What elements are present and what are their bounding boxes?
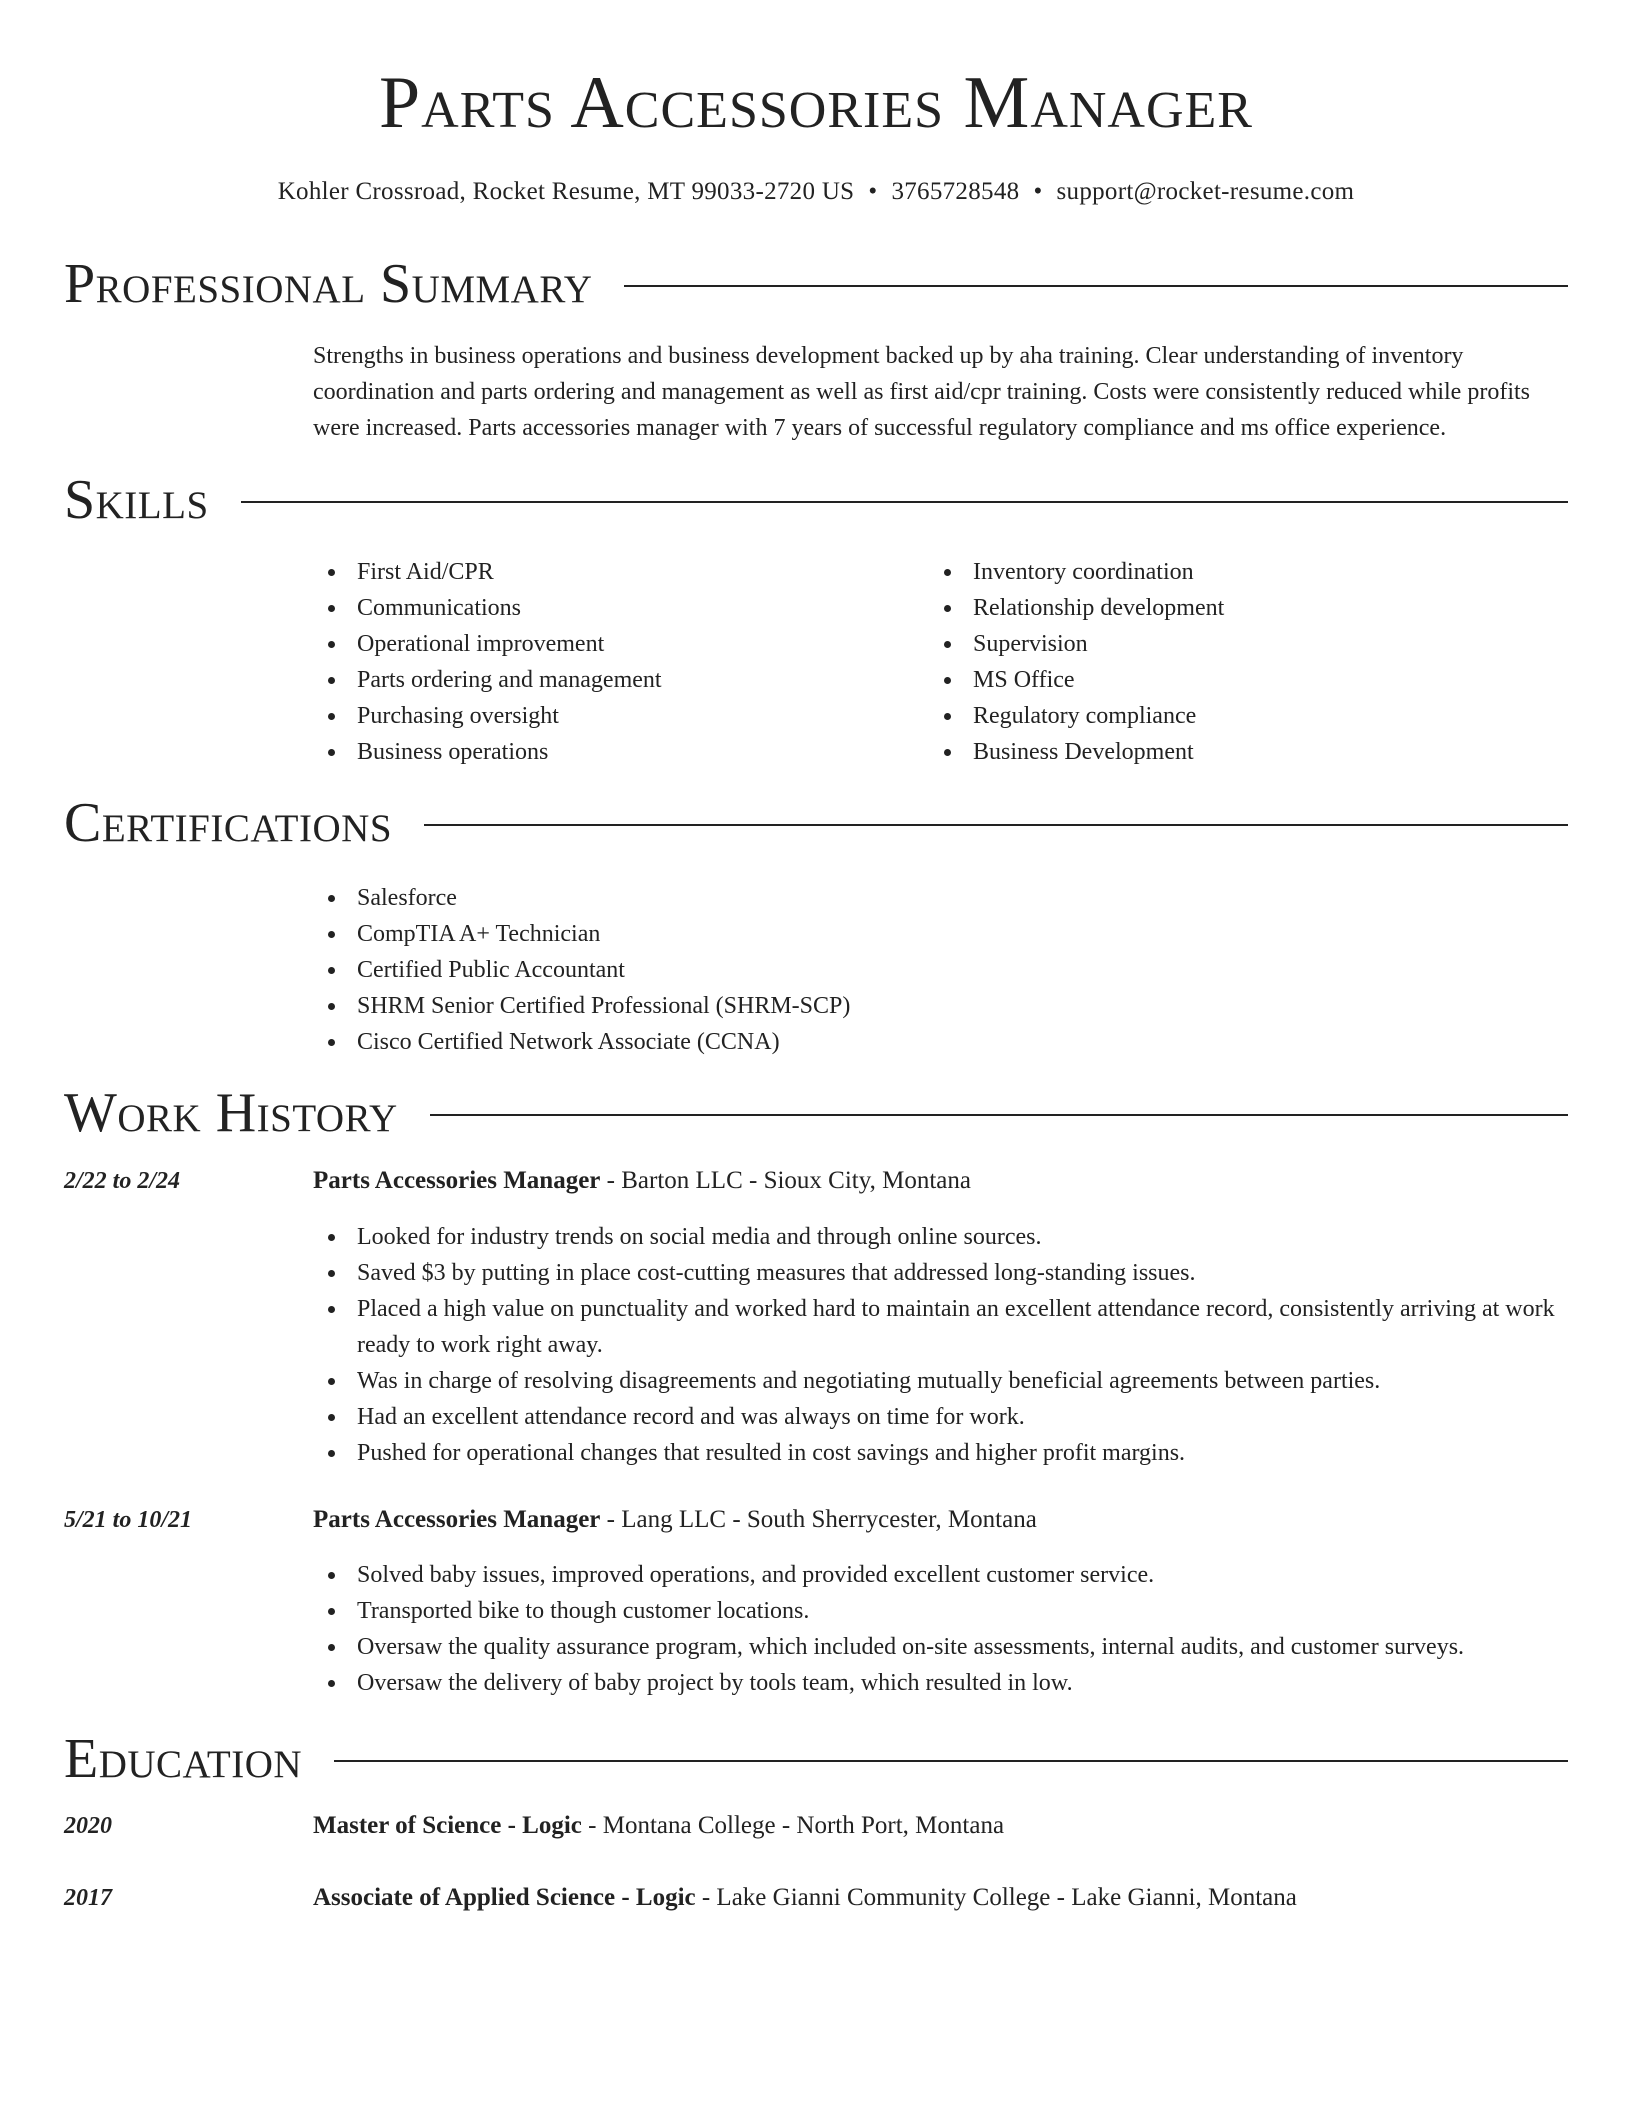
education-entry xyxy=(313,1808,1566,1844)
job-bullets xyxy=(313,1557,1566,1701)
section-divider xyxy=(334,1760,1568,1762)
skill-item: Business operations xyxy=(313,734,913,770)
certification-item: SHRM Senior Certified Professional (SHRM-SCP) xyxy=(313,988,1313,1024)
section-divider xyxy=(430,1114,1568,1116)
job-bullet: Transported bike to though customer locations. xyxy=(313,1593,1566,1629)
job-bullet: Solved baby issues, improved operations, and provided excellent customer service. xyxy=(313,1557,1566,1593)
skill-item: Operational improvement xyxy=(313,626,913,662)
education-year: 2020 xyxy=(64,1813,112,1839)
job-company: - Barton LLC - Sioux City, Montana xyxy=(600,1167,971,1194)
job-heading xyxy=(313,1163,1566,1199)
job-dates: 5/21 to 10/21 xyxy=(64,1507,193,1533)
section-divider xyxy=(424,824,1568,826)
education-school: - Montana College - North Port, Montana xyxy=(581,1812,1005,1839)
skill-item: Business Development xyxy=(929,734,1529,770)
education-degree: Associate of Applied Science - Logic xyxy=(313,1884,696,1911)
skill-item: Parts ordering and management xyxy=(313,662,913,698)
section-title-skills: Skills xyxy=(64,469,209,531)
section-title-summary: Professional Summary xyxy=(64,253,593,315)
certification-item: CompTIA A+ Technician xyxy=(313,916,1313,952)
skills-section-heading xyxy=(64,468,1568,532)
contact-line xyxy=(0,175,1632,209)
skill-item: Regulatory compliance xyxy=(929,698,1529,734)
education-entry xyxy=(313,1880,1566,1916)
certifications-list xyxy=(313,880,1313,1060)
skill-item: Purchasing oversight xyxy=(313,698,913,734)
education-year: 2017 xyxy=(64,1885,112,1911)
section-divider xyxy=(241,501,1568,503)
skill-item: MS Office xyxy=(929,662,1529,698)
contact-separator: • xyxy=(1033,178,1043,205)
job-bullet: Was in charge of resolving disagreements and negotiating mutually beneficial agreements between parties. xyxy=(313,1363,1566,1399)
skill-item: Relationship development xyxy=(929,590,1529,626)
section-title-education: Education xyxy=(64,1728,303,1790)
skill-item: First Aid/CPR xyxy=(313,554,913,590)
education-degree: Master of Science - Logic xyxy=(313,1812,582,1839)
job-bullet: Saved $3 by putting in place cost-cutting measures that addressed long-standing issues. xyxy=(313,1255,1566,1291)
summary-text: Strengths in business operations and business development backed up by aha training. Clear understanding of inventory coordination and parts ordering and management as well as first aid/cpr training. Costs were consistently reduced while profits were increased. Parts accessories manager with 7 years of successful regulatory compliance and ms office experience. xyxy=(313,343,1530,441)
certification-item: Certified Public Accountant xyxy=(313,952,1313,988)
certification-item: Salesforce xyxy=(313,880,1313,916)
job-bullet: Pushed for operational changes that resulted in cost savings and higher profit margins. xyxy=(313,1435,1566,1471)
job-title: Parts Accessories Manager xyxy=(313,1167,601,1194)
job-bullets xyxy=(313,1219,1566,1471)
job-heading xyxy=(313,1502,1566,1538)
section-title-certifications: Certifications xyxy=(64,792,393,854)
summary-section-heading xyxy=(64,252,1568,316)
job-title: Parts Accessories Manager xyxy=(313,1506,601,1533)
job-dates: 2/22 to 2/24 xyxy=(64,1168,181,1194)
job-bullet: Oversaw the quality assurance program, which included on-site assessments, internal audits, and customer surveys. xyxy=(313,1629,1566,1665)
section-divider xyxy=(624,285,1568,287)
skill-item: Inventory coordination xyxy=(929,554,1529,590)
contact-address: Kohler Crossroad, Rocket Resume, MT 99033-2720 US xyxy=(277,178,855,205)
skills-list-right xyxy=(929,554,1529,770)
contact-email: support@rocket-resume.com xyxy=(1056,178,1355,205)
work-section-heading xyxy=(64,1081,1568,1145)
contact-phone: 3765728548 xyxy=(891,178,1020,205)
skill-item: Supervision xyxy=(929,626,1529,662)
contact-separator: • xyxy=(868,178,878,205)
job-bullet: Looked for industry trends on social media and through online sources. xyxy=(313,1219,1566,1255)
skill-item: Communications xyxy=(313,590,913,626)
job-company: - Lang LLC - South Sherrycester, Montana xyxy=(600,1506,1037,1533)
job-bullet: Placed a high value on punctuality and worked hard to maintain an excellent attendance record, consistently arriving at work ready to work right away. xyxy=(313,1291,1566,1363)
job-bullet: Oversaw the delivery of baby project by tools team, which resulted in low. xyxy=(313,1665,1566,1701)
certification-item: Cisco Certified Network Associate (CCNA) xyxy=(313,1024,1313,1060)
section-title-work: Work History xyxy=(64,1082,398,1144)
job-bullet: Had an excellent attendance record and was always on time for work. xyxy=(313,1399,1566,1435)
skills-list-left xyxy=(313,554,913,770)
education-section-heading xyxy=(64,1727,1568,1791)
certifications-section-heading xyxy=(64,791,1568,855)
candidate-name: Parts Accessories Manager xyxy=(379,62,1253,144)
education-school: - Lake Gianni Community College - Lake Gianni, Montana xyxy=(695,1884,1297,1911)
